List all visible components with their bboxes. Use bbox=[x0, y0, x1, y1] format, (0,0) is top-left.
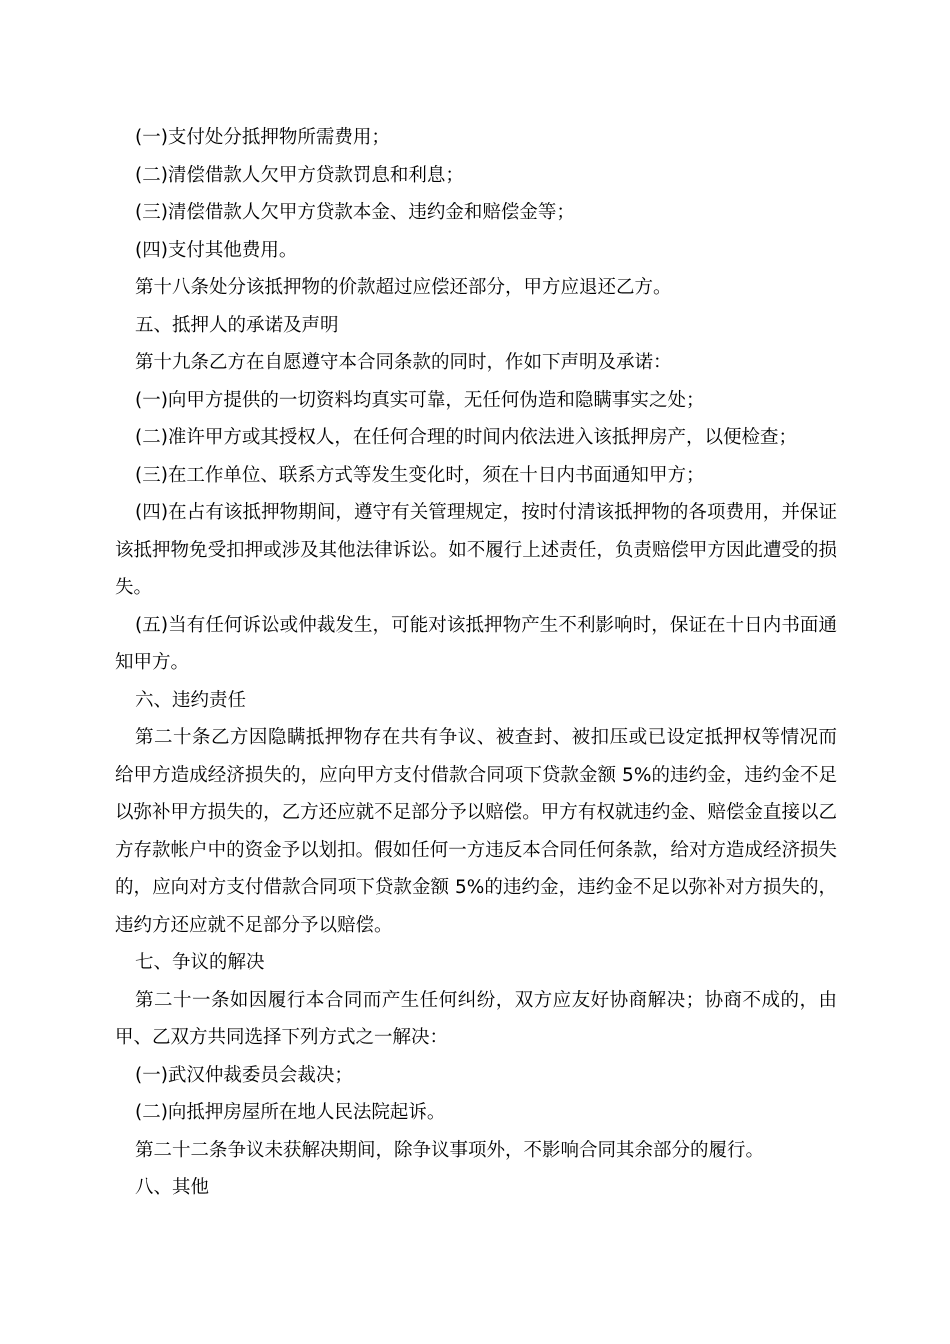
paragraph-item-1c: (一)武汉仲裁委员会裁决； bbox=[135, 1064, 353, 1086]
section-heading-6: 六、违约责任 bbox=[135, 689, 247, 711]
paragraph-item-1b: (一)向甲方提供的一切资料均真实可靠，无任何伪造和隐瞒事实之处； bbox=[135, 389, 705, 411]
paragraph-item-1: (一)支付处分抵押物所需费用； bbox=[135, 127, 390, 148]
article-18: 第十八条处分该抵押物的价款超过应偿还部分，甲方应退还乙方。 bbox=[135, 277, 672, 298]
paragraph-item-3: (三)清偿借款人欠甲方贷款本金、违约金和赔偿金等； bbox=[135, 202, 575, 223]
article-21: 第二十一条如因履行本合同而产生任何纠纷，双方应友好协商解决；协商不成的，由甲、乙双方共同选择下列方式之一解决： bbox=[115, 989, 837, 1048]
paragraph-item-2b: (二)准许甲方或其授权人，在任何合理的时间内依法进入该抵押房产，以便检查； bbox=[135, 427, 797, 448]
section-heading-7: 七、争议的解决 bbox=[135, 952, 265, 973]
section-heading-8: 八、其他 bbox=[135, 1177, 210, 1198]
article-22: 第二十二条争议未获解决期间，除争议事项外，不影响合同其余部分的履行。 bbox=[135, 1139, 765, 1161]
paragraph-item-4b: (四)在占有该抵押物期间，遵守有关管理规定，按时付清该抵押物的各项费用，并保证该抵押物免受扣押或涉及其他法律诉讼。如不履行上述责任，负责赔偿甲方因此遭受的损失。 bbox=[115, 502, 837, 598]
paragraph-item-2: (二)清偿借款人欠甲方贷款罚息和利息； bbox=[135, 164, 464, 186]
paragraph-item-5b: (五)当有任何诉讼或仲裁发生，可能对该抵押物产生不利影响时，保证在十日内书面通知甲方。 bbox=[115, 614, 837, 673]
paragraph-item-2c: (二)向抵押房屋所在地人民法院起诉。 bbox=[135, 1102, 446, 1123]
paragraph-item-4: (四)支付其他费用。 bbox=[135, 239, 298, 261]
paragraph-item-3b: (三)在工作单位、联系方式等发生变化时，须在十日内书面通知甲方； bbox=[135, 464, 705, 486]
section-heading-5: 五、抵押人的承诺及声明 bbox=[135, 314, 339, 336]
article-19: 第十九条乙方在自愿遵守本合同条款的同时，作如下声明及承诺： bbox=[135, 352, 672, 373]
article-20: 第二十条乙方因隐瞒抵押物存在共有争议、被查封、被扣压或已设定抵押权等情况而给甲方造成经济损失的，应向甲方支付借款合同项下贷款金额 5%的违约金，违约金不足以弥补甲方损失的，乙方还应就不足部分予以赔偿。甲方有权就违约金、赔偿金直接以乙方存款帐户中的资金予以划扣。假如任何一方违反本合同任何条款，给对方造成经济损失的，应向对方支付借款合同项下贷款金额 5%的违约金，违约金不足以弥补对方损失的，违约方还应就不足部分予以赔偿。 bbox=[115, 727, 837, 936]
document-body bbox=[115, 119, 837, 1207]
